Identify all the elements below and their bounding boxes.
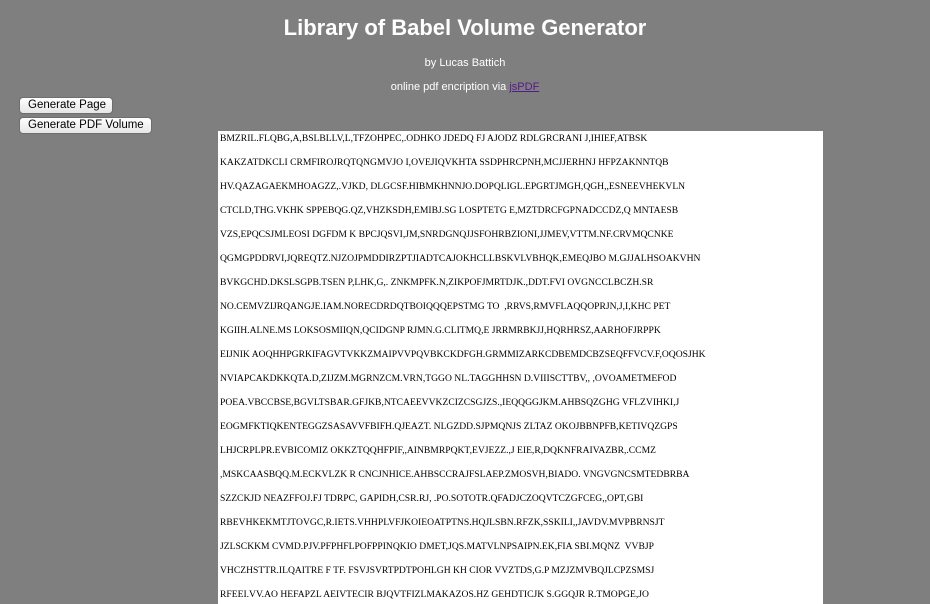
text-line: HV.QAZAGAEKMHOAGZZ,.VJKD, DLGCSF.HIBMKHNNJO.DOPQLIGL.EPGRTJMGH,QGH,,ESNEEVHEKVLN [220, 181, 686, 192]
text-line: SZZCKJD NEAZFFOJ.FJ TDRPC, GAPIDH,CSR.RJ, .PO.SOTOTR.QFADJCZOQVTCZGFCEG,,OPT,GBI [220, 493, 644, 504]
encryption-credit-text: online pdf encription via [390, 81, 510, 93]
text-line: BMZRIL.FLQBG,A,BSLBLLV,L,TFZOHPEC,.ODHKO JDEDQ FJ AJODZ RDLGRCRANI J,IHIEF,ATBSK [220, 133, 648, 144]
text-line: LHJCRPLPR.EVBICOMIZ OKKZTQQHFPIF,,AINBMRPQKT,EVJEZZ.,J EIE,R,DQKNFRAIVAZBR,.CCMZ [220, 445, 656, 456]
text-line: VZS,EPQCSJMLEOSI DGFDM K BPCJQSVI,JM,SNRDGNQJJSFOHRBZIONI,JJMEV,VTTM.NF.CRVMQCNKE [220, 229, 674, 240]
text-line: EOGMFKTIQKENTEGGZSASAVVFBIFH.QJEAZT. NLGZDD.SJPMQNJS ZLTAZ OKOJBBNPFB,KETIVQZGPS [220, 421, 678, 432]
text-line: JZLSCKKM CVMD.PJV.PFPHFLPOFPPINQKIO DMET,JQS.MATVLNPSAIPN.EK,FIA SBI.MQNZ VVBJP [220, 541, 654, 552]
text-line: CTCLD,THG.VKHK SPPEBQG.QZ,VHZKSDH,EMIBJ.SG LOSPTETG E,MZTDRCFGPNADCCDZ,Q MNTAESB [220, 205, 679, 216]
text-line: RBEVHKEKMTJTOVGC,R.IETS.VHHPLVFJKOIEOATPTNS.HQJLSBN.RFZK,SSKILI,,JAVDV.MVPBRNSJT [220, 517, 665, 528]
text-line: VHCZHSTTR.ILQAITRE F TF. FSVJSVRTPDTPOHLGH KH CIOR VVZTDS,G.P MZJZMVBQJLCPZSMSJ [220, 565, 655, 576]
generate-pdf-volume-button[interactable]: Generate PDF Volume [19, 117, 152, 134]
text-line: NVIAPCAKDKKQTA.D,ZIJZM.MGRNZCM.VRN,TGGO NL.TAGGHHSN D.VIIISCTTBV,, ,OVOAMETMEFOD [220, 373, 677, 384]
jspdf-link[interactable]: jsPDF [509, 81, 540, 93]
text-line: POEA.VBCCBSE,BGVLTSBAR.GFJKB,NTCAEEVVKZCIZCSGJZS.,IEQQGGJKM.AHBSQZGHG VFLZVIHKI,J [220, 397, 680, 408]
text-line: NO.CEMVZIJRQANGJE.IAM.NORECDRDQTBOIQQQEPSTMG TO ,RRVS,RMVFLAQQOPRJN,J,I,KHC PET [220, 301, 671, 312]
author-byline: by Lucas Battich [424, 57, 506, 69]
text-line: ,MSKCAASBQQ.M.ECKVLZK R CNCJNHICE.AHBSCCRAJFSLAEP.ZMOSVH,BIADO. VNGVGNCSMTEDBRBA [220, 469, 690, 480]
text-line: KGIIH.ALNE.MS LOKSOSMIIQN,QCIDGNP RJMN.G.CLITMQ,E JRRMRBKJJ,HQRHRSZ,AARHOFJRPPK [220, 325, 661, 336]
generated-page [218, 131, 823, 604]
text-line: QGMGPDDRVI,JQREQTZ.NJZOJPMDDIRZPTJIADTCAJOKHCLLBSKVLVBHQK,EMEQJBO M.GJJALHSOAKVHN [220, 253, 701, 264]
generate-page-button[interactable]: Generate Page [19, 97, 113, 114]
text-line: BVKGCHD.DKSLSGPB.TSEN P,LHK,G,. ZNKMPFK.N,ZIKPOFJMRTDJK.,DDT.FVI OVGNCCLBCZH.SR [220, 277, 654, 288]
text-line: RFEEI.VV.AO HEFAPZL AEIVTECIR BJQVTFIZLMAKAZOS.HZ GEHDTICJK S.GGQJR R.TMOPGE,JO [220, 589, 649, 600]
encryption-credit [0, 80, 930, 94]
text-line: KAKZATDKCLI CRMFIROJRQTQNGMVJO I,OVEJIQVKHTA SSDPHRCPNH,MCJJERHNJ HFPZAKNNTQB [220, 157, 669, 168]
page-title: Library of Babel Volume Generator [283, 15, 647, 40]
text-line: EIJNIK AOQHHPGRKIFAGVTVKKZMAIPVVPQVBKCKDFGH.GRMMIZARKCDBEMDCBZSEQFFVCV.F,OQOSJHK [220, 349, 706, 360]
